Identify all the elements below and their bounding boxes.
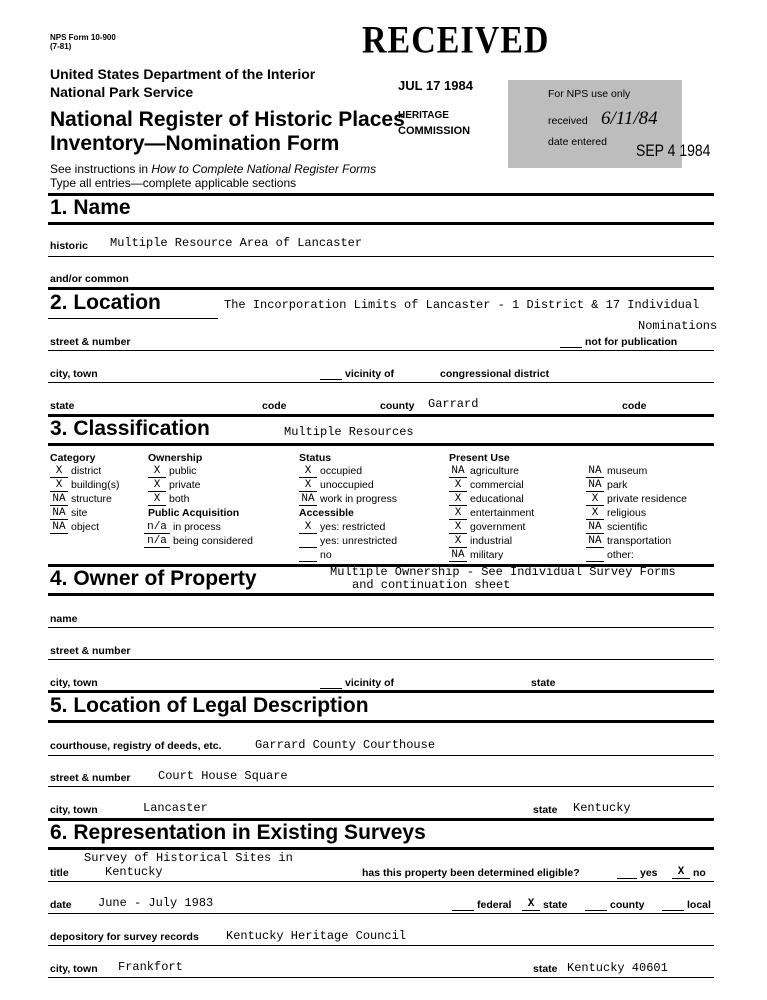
survey-city-value: Frankfort [118, 960, 183, 974]
commission-stamp-line1: HERITAGE [398, 110, 449, 121]
section-4-heading: 4. Owner of Property [50, 567, 257, 590]
use-educational: X educational [449, 493, 524, 506]
historic-value: Multiple Resource Area of Lancaster [110, 236, 363, 250]
level-local: local [662, 899, 711, 911]
divider [48, 287, 714, 290]
use-commercial: X commercial [449, 479, 524, 492]
status-occupied: X occupied [299, 465, 362, 478]
status-unoccupied: X unoccupied [299, 479, 374, 492]
eligible-question: has this property been determined eligible? [362, 867, 580, 879]
acquisition-being-considered: n/a being considered [144, 535, 253, 548]
not-for-publication: not for publication [560, 336, 677, 348]
legal-street-value: Court House Square [158, 769, 288, 783]
congressional-district-label: congressional district [440, 368, 550, 380]
legal-city-label: city, town [50, 804, 98, 816]
field-line [48, 977, 714, 978]
county-value: Garrard [428, 397, 479, 411]
present-use-heading: Present Use [449, 452, 510, 464]
divider [48, 690, 714, 693]
field-line [48, 945, 714, 946]
owner-name-label: name [50, 613, 78, 625]
depository-value: Kentucky Heritage Council [226, 929, 407, 943]
level-county: county [585, 899, 644, 911]
category-buildings: X building(s) [50, 479, 119, 492]
location-description-line2: Nominations [638, 319, 718, 333]
field-line [48, 659, 714, 660]
use-agriculture: NA agriculture [449, 465, 519, 478]
ownership-private: X private [148, 479, 201, 492]
public-acquisition-heading: Public Acquisition [148, 507, 240, 519]
level-federal: federal [452, 899, 511, 911]
divider [48, 193, 714, 196]
legal-state-label: state [533, 804, 558, 816]
legal-state-value: Kentucky [573, 801, 631, 815]
eligible-yes: yes [617, 867, 658, 879]
use-museum: NA museum [586, 465, 647, 478]
state-label: state [50, 400, 75, 412]
received-date: 6/11/84 [601, 108, 658, 129]
field-line [48, 382, 714, 383]
field-line [48, 913, 714, 914]
code-label-2: code [622, 400, 647, 412]
use-government: X government [449, 521, 525, 534]
category-district: X district [50, 465, 101, 478]
owner-city-label: city, town [50, 677, 98, 689]
owner-description-line2: and continuation sheet [352, 578, 511, 592]
accessible-restricted: X yes: restricted [299, 521, 385, 534]
status-work-in-progress: NA work in progress [299, 493, 397, 506]
common-label: and/or common [50, 273, 129, 285]
ownership-public: X public [148, 465, 196, 478]
survey-title-line1: Survey of Historical Sites in [84, 851, 293, 865]
use-other: other: [586, 549, 634, 562]
divider [48, 318, 218, 319]
use-scientific: NA scientific [586, 521, 647, 534]
historic-label: historic [50, 240, 88, 252]
field-line [48, 627, 714, 628]
city-town-label: city, town [50, 368, 98, 380]
received-stamp-date: JUL 17 1984 [398, 78, 473, 93]
received-stamp: RECEIVED [362, 19, 550, 62]
use-industrial: X industrial [449, 535, 512, 548]
owner-street-label: street & number [50, 645, 131, 657]
survey-title-label: title [50, 867, 69, 879]
form-revision: (7-81) [50, 42, 72, 51]
section-6-heading: 6. Representation in Existing Surveys [50, 821, 426, 844]
section-1-heading: 1. Name [50, 196, 131, 219]
location-description-line1: The Incorporation Limits of Lancaster - 1 District & 17 Individual [224, 298, 700, 312]
owner-state-label: state [531, 677, 556, 689]
courthouse-label: courthouse, registry of deeds, etc. [50, 740, 222, 752]
use-religious: X religious [586, 507, 646, 520]
use-entertainment: X entertainment [449, 507, 534, 520]
section-2-heading: 2. Location [50, 291, 161, 314]
classification-note: Multiple Resources [284, 425, 414, 439]
accessible-no: no [299, 549, 332, 562]
section-5-heading: 5. Location of Legal Description [50, 694, 369, 717]
accessible-heading: Accessible [299, 507, 354, 519]
legal-street-label: street & number [50, 772, 131, 784]
divider [48, 720, 714, 723]
survey-state-value: Kentucky 40601 [567, 961, 668, 975]
survey-date-value: June - July 1983 [98, 896, 214, 910]
divider [48, 847, 714, 850]
department-name: United States Department of the Interior [50, 66, 316, 82]
received-label: received [548, 115, 588, 127]
category-site: NA site [50, 507, 87, 520]
courthouse-value: Garrard County Courthouse [255, 738, 436, 752]
owner-vicinity-label: vicinity of [320, 677, 394, 689]
ownership-both: X both [148, 493, 189, 506]
acquisition-in-process: n/a in process [144, 521, 221, 534]
form-number: NPS Form 10-900 [50, 33, 116, 42]
use-park: NA park [586, 479, 627, 492]
accessible-unrestricted: yes: unrestricted [299, 535, 397, 548]
commission-stamp-line2: COMMISSION [398, 125, 471, 137]
use-transportation: NA transportation [586, 535, 671, 548]
field-line [48, 350, 714, 351]
date-entered-stamp: SEP 4 1984 [636, 140, 711, 160]
code-label: code [262, 400, 287, 412]
owner-description-line1: Multiple Ownership - See Individual Survey Forms [330, 565, 676, 579]
form-title-line2: Inventory—Nomination Form [50, 132, 340, 155]
field-line [48, 256, 714, 257]
section-3-heading: 3. Classification [50, 417, 210, 440]
service-name: National Park Service [50, 84, 194, 100]
instructions-line2: Type all entries—complete applicable sections [50, 176, 297, 190]
survey-city-label: city, town [50, 963, 98, 975]
form-title-line1: National Register of Historic Places [50, 108, 405, 131]
nps-use-only-label: For NPS use only [548, 88, 631, 100]
street-number-label: street & number [50, 336, 131, 348]
divider [48, 593, 714, 596]
survey-date-label: date [50, 899, 72, 911]
depository-label: depository for survey records [50, 931, 199, 943]
divider [48, 443, 714, 446]
field-line [48, 755, 714, 756]
use-private-residence: X private residence [586, 493, 687, 506]
category-heading: Category [50, 452, 96, 464]
divider [48, 222, 714, 225]
instructions-line1: See instructions in How to Complete National Register Forms [50, 162, 377, 176]
level-state: X state [522, 899, 568, 911]
category-structure: NA structure [50, 493, 112, 506]
field-line [48, 881, 714, 882]
category-object: NA object [50, 521, 99, 534]
date-entered-label: date entered [548, 136, 607, 148]
vicinity-label: vicinity of [320, 368, 394, 380]
legal-city-value: Lancaster [143, 801, 208, 815]
status-heading: Status [299, 452, 332, 464]
field-line [48, 786, 714, 787]
survey-state-label: state [533, 963, 558, 975]
survey-title-line2: Kentucky [105, 865, 163, 879]
county-label: county [380, 400, 415, 412]
ownership-heading: Ownership [148, 452, 203, 464]
use-military: NA military [449, 549, 503, 562]
eligible-no: X no [672, 867, 706, 879]
